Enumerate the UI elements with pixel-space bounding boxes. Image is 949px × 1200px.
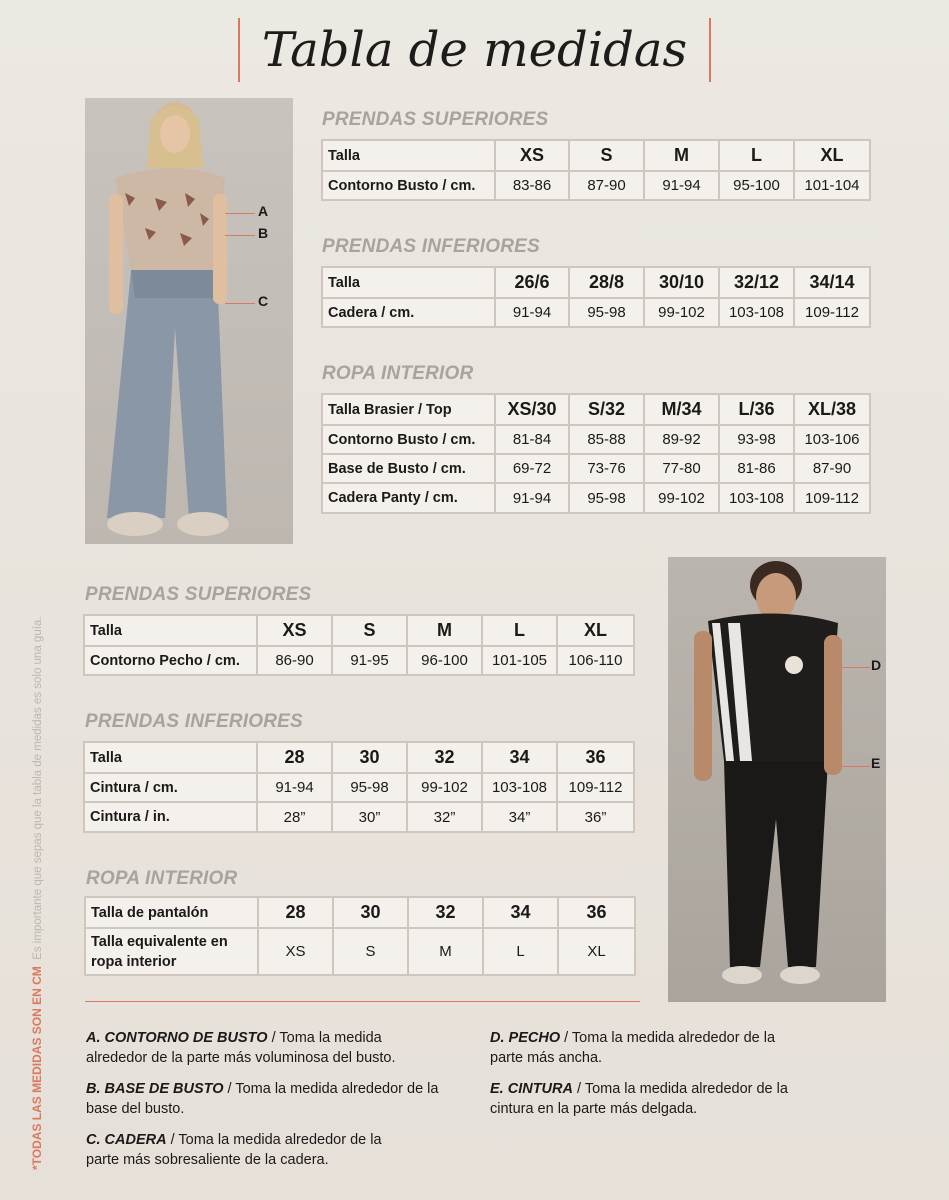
men-tops-table <box>83 614 635 676</box>
men-underwear-table <box>84 896 636 976</box>
women-underwear-title: ROPA INTERIOR <box>322 363 474 384</box>
header-label: Talla <box>322 140 495 171</box>
size-header: 30 <box>332 742 407 773</box>
size-header: 30 <box>333 897 408 928</box>
size-header: S <box>332 615 407 646</box>
marker-line-c <box>225 303 255 304</box>
men-tops-title: PRENDAS SUPERIORES <box>85 584 312 605</box>
table-cell: 99-102 <box>407 773 482 802</box>
definition-d <box>490 1028 800 1068</box>
marker-b: B <box>258 225 269 241</box>
side-note <box>30 617 44 1171</box>
size-header: M/34 <box>644 394 719 425</box>
size-header: 30/10 <box>644 267 719 298</box>
table-cell: 99-102 <box>644 483 719 513</box>
size-header: 28 <box>258 897 333 928</box>
table-cell: 34” <box>482 802 557 832</box>
marker-e: E <box>871 755 881 771</box>
definition-a <box>86 1028 446 1068</box>
definition-term: D. PECHO <box>490 1030 561 1046</box>
table-cell: XL <box>558 928 635 975</box>
table-cell: 103-108 <box>719 298 794 327</box>
woman-model-photo <box>85 98 293 544</box>
definition-c <box>86 1130 416 1170</box>
table-cell: 103-108 <box>482 773 557 802</box>
size-header: M <box>407 615 482 646</box>
table-cell: 77-80 <box>644 454 719 483</box>
marker-c: C <box>258 293 269 309</box>
row-label: Contorno Busto / cm. <box>322 425 495 454</box>
size-header: L/36 <box>719 394 794 425</box>
table-cell: 95-98 <box>569 483 644 513</box>
table-cell: 91-94 <box>257 773 332 802</box>
table-cell: L <box>483 928 558 975</box>
table-cell: S <box>333 928 408 975</box>
table-cell: 95-100 <box>719 171 794 200</box>
size-header: M <box>644 140 719 171</box>
woman-figure-illustration <box>85 98 293 544</box>
section-divider <box>85 1001 640 1002</box>
size-header: XS <box>257 615 332 646</box>
table-cell: 103-106 <box>794 425 870 454</box>
page-title: Tabla de medidas <box>238 18 711 82</box>
table-cell: 86-90 <box>257 646 332 675</box>
size-header: S <box>569 140 644 171</box>
definition-term: A. CONTORNO DE BUSTO <box>86 1030 268 1046</box>
size-header: 34 <box>483 897 558 928</box>
definition-separator: / <box>560 1030 572 1046</box>
table-cell: 28” <box>257 802 332 832</box>
table-cell: 109-112 <box>557 773 634 802</box>
women-bottoms-table <box>321 266 871 328</box>
row-label: Base de Busto / cm. <box>322 454 495 483</box>
man-model-photo <box>668 557 886 1002</box>
row-label: Contorno Pecho / cm. <box>84 646 257 675</box>
size-header: 36 <box>557 742 634 773</box>
header-label: Talla <box>322 267 495 298</box>
women-underwear-table <box>321 393 871 514</box>
marker-line-a <box>225 213 255 214</box>
size-header: 32 <box>408 897 483 928</box>
definition-separator: / <box>267 1030 280 1046</box>
table-cell: 103-108 <box>719 483 794 513</box>
definition-term: E. CINTURA <box>490 1081 573 1097</box>
women-bottoms-title: PRENDAS INFERIORES <box>322 236 540 257</box>
table-cell: 83-86 <box>495 171 569 200</box>
size-header: 34 <box>482 742 557 773</box>
header-label: Talla Brasier / Top <box>322 394 495 425</box>
table-cell: 85-88 <box>569 425 644 454</box>
size-header: 28/8 <box>569 267 644 298</box>
row-label: Cintura / in. <box>84 802 257 832</box>
header-label: Talla <box>84 615 257 646</box>
definition-separator: / <box>166 1132 179 1148</box>
size-header: XS <box>495 140 569 171</box>
table-cell: 95-98 <box>332 773 407 802</box>
table-cell: 109-112 <box>794 483 870 513</box>
row-label: Contorno Busto / cm. <box>322 171 495 200</box>
definition-separator: / <box>223 1081 236 1097</box>
table-cell: 95-98 <box>569 298 644 327</box>
table-cell: 101-105 <box>482 646 557 675</box>
table-cell: 93-98 <box>719 425 794 454</box>
table-cell: 81-86 <box>719 454 794 483</box>
man-figure-illustration <box>668 557 886 1002</box>
definition-b <box>86 1079 446 1119</box>
size-header: 36 <box>558 897 635 928</box>
table-cell: 87-90 <box>794 454 870 483</box>
size-header: XL/38 <box>794 394 870 425</box>
size-header: 32 <box>407 742 482 773</box>
table-cell: 101-104 <box>794 171 870 200</box>
table-cell: 87-90 <box>569 171 644 200</box>
header-label: Talla de pantalón <box>85 897 258 928</box>
table-cell: 91-94 <box>644 171 719 200</box>
definition-separator: / <box>572 1081 585 1097</box>
table-cell: 81-84 <box>495 425 569 454</box>
table-cell: 32” <box>407 802 482 832</box>
table-cell: 69-72 <box>495 454 569 483</box>
table-cell: 91-94 <box>495 483 569 513</box>
women-tops-table <box>321 139 871 201</box>
size-header: 32/12 <box>719 267 794 298</box>
marker-line-b <box>225 235 255 236</box>
table-cell: 89-92 <box>644 425 719 454</box>
page-header <box>0 18 949 82</box>
table-cell: 109-112 <box>794 298 870 327</box>
table-cell: XS <box>258 928 333 975</box>
size-header: XS/30 <box>495 394 569 425</box>
definition-text: Toma la medida alrededor de la cintura en la parte más delgada. <box>490 1081 788 1117</box>
table-cell: 96-100 <box>407 646 482 675</box>
definition-text: Toma la medida alrededor de la parte más sobresaliente de la cadera. <box>86 1132 382 1168</box>
definition-text: Toma la medida alrededor de la base del busto. <box>86 1081 439 1117</box>
size-header: L <box>719 140 794 171</box>
definition-text: Toma la medida alrededor de la parte más ancha. <box>490 1030 776 1066</box>
table-cell: 36” <box>557 802 634 832</box>
women-tops-title: PRENDAS SUPERIORES <box>322 109 549 130</box>
size-header: 34/14 <box>794 267 870 298</box>
men-bottoms-table <box>83 741 635 833</box>
table-cell: 30” <box>332 802 407 832</box>
table-cell: 73-76 <box>569 454 644 483</box>
marker-line-e <box>840 766 870 767</box>
header-label: Talla <box>84 742 257 773</box>
definition-e <box>490 1079 800 1119</box>
marker-a: A <box>258 203 269 219</box>
size-header: S/32 <box>569 394 644 425</box>
row-label: Talla equivalente en ropa interior <box>85 928 258 975</box>
side-note-bold: *TODAS LAS MEDIDAS SON EN CM <box>30 966 44 1170</box>
size-header: XL <box>557 615 634 646</box>
size-header: 28 <box>257 742 332 773</box>
row-label: Cintura / cm. <box>84 773 257 802</box>
table-cell: 99-102 <box>644 298 719 327</box>
men-underwear-title: ROPA INTERIOR <box>86 868 238 889</box>
marker-line-d <box>840 667 870 668</box>
size-header: XL <box>794 140 870 171</box>
side-note-text: Es importante que sepas que la tabla de medidas es solo una guía. <box>32 616 44 960</box>
definition-term: C. CADERA <box>86 1132 167 1148</box>
table-cell: 91-95 <box>332 646 407 675</box>
row-label: Cadera Panty / cm. <box>322 483 495 513</box>
row-label: Cadera / cm. <box>322 298 495 327</box>
table-cell: 91-94 <box>495 298 569 327</box>
men-bottoms-title: PRENDAS INFERIORES <box>85 711 303 732</box>
table-cell: M <box>408 928 483 975</box>
definition-term: B. BASE DE BUSTO <box>86 1081 224 1097</box>
marker-d: D <box>871 657 882 673</box>
size-header: L <box>482 615 557 646</box>
definition-text: Toma la medida alrededor de la parte más voluminosa del busto. <box>86 1030 396 1066</box>
table-cell: 106-110 <box>557 646 634 675</box>
size-header: 26/6 <box>495 267 569 298</box>
